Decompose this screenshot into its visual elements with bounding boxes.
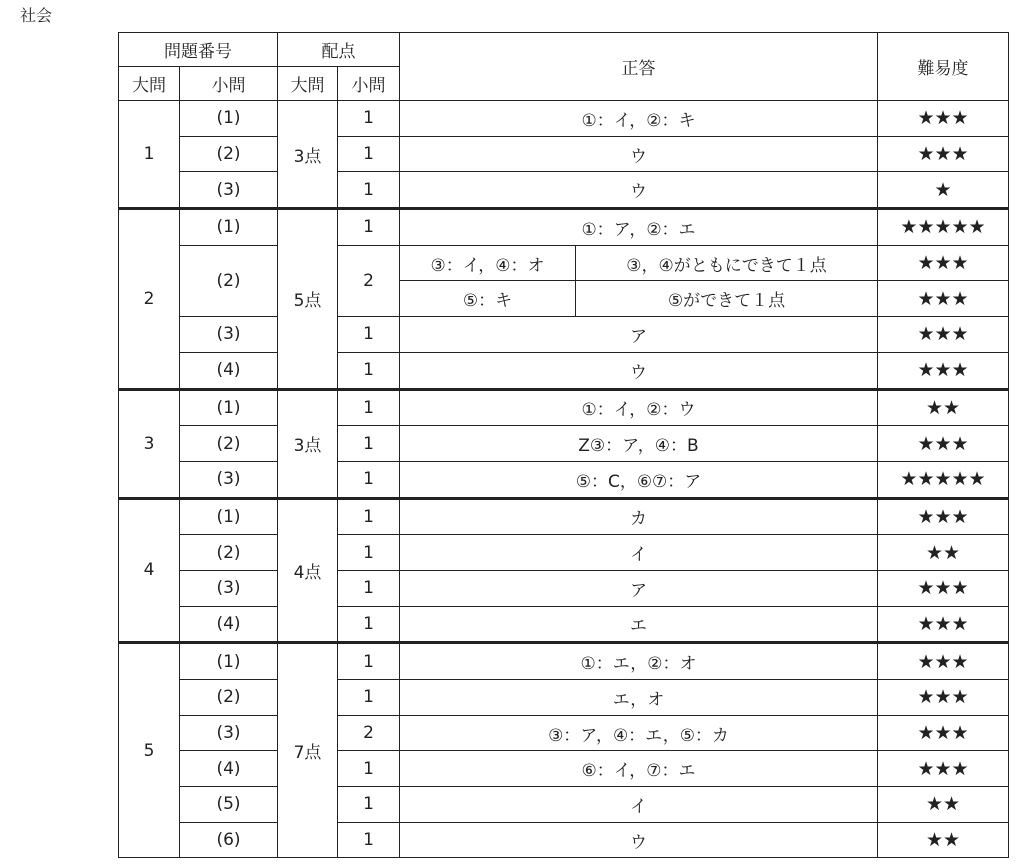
- table-row: [119, 136, 1009, 172]
- difficulty-stars: ★★★: [878, 751, 1009, 787]
- table-row: [119, 209, 1009, 246]
- small-question-points: 2: [338, 715, 400, 751]
- small-question-points: 1: [338, 136, 400, 172]
- small-question-number: (5): [180, 787, 278, 823]
- big-question-number: 2: [119, 209, 180, 389]
- answer-cell: ①：イ，②：ウ: [400, 389, 878, 426]
- answer-cell: ア: [400, 570, 878, 606]
- answer-note-cell: ⑤ができて１点: [576, 281, 878, 317]
- difficulty-stars: ★★★: [878, 680, 1009, 716]
- answer-cell: ア: [400, 317, 878, 353]
- small-question-number: (2): [180, 426, 278, 462]
- small-question-number: (3): [180, 461, 278, 498]
- big-question-number: 4: [119, 498, 180, 643]
- table-row: [119, 606, 1009, 643]
- small-question-number: (4): [180, 352, 278, 389]
- difficulty-stars: ★★: [878, 389, 1009, 426]
- answer-table: [118, 32, 1009, 858]
- small-question-number: (4): [180, 751, 278, 787]
- small-question-number: (1): [180, 101, 278, 137]
- small-question-points: 1: [338, 787, 400, 823]
- small-question-points: 1: [338, 680, 400, 716]
- big-question-points: 3点: [278, 101, 338, 209]
- big-question-points-header: 大問: [278, 67, 338, 101]
- table-row: [119, 751, 1009, 787]
- table-row: [119, 317, 1009, 353]
- difficulty-stars: ★★: [878, 787, 1009, 823]
- small-question-number: (6): [180, 822, 278, 858]
- table-row: [119, 101, 1009, 137]
- answer-cell: ⑤：キ: [400, 281, 576, 317]
- small-question-number: (3): [180, 172, 278, 209]
- answer-header: 正答: [400, 33, 878, 101]
- small-question-points: 1: [338, 209, 400, 246]
- small-question-number: (1): [180, 209, 278, 246]
- difficulty-header: 難易度: [878, 33, 1009, 101]
- small-question-points: 1: [338, 352, 400, 389]
- table-row: [119, 172, 1009, 209]
- answer-table-body: [119, 101, 1009, 858]
- header-row-1: [119, 33, 1009, 67]
- small-question-number: (2): [180, 245, 278, 316]
- small-question-points: 1: [338, 101, 400, 137]
- small-question-points: 1: [338, 317, 400, 353]
- table-row: [119, 389, 1009, 426]
- answer-cell: ①：ア，②：エ: [400, 209, 878, 246]
- table-row: [119, 426, 1009, 462]
- table-row: [119, 498, 1009, 535]
- table-row: [119, 822, 1009, 858]
- difficulty-stars: ★★★: [878, 426, 1009, 462]
- page-title: 社会: [20, 6, 53, 25]
- small-question-points: 1: [338, 606, 400, 643]
- small-question-header: 小問: [180, 67, 278, 101]
- answer-cell: ③：イ，④：オ: [400, 245, 576, 281]
- answer-cell: ①：エ，②：オ: [400, 643, 878, 680]
- question-number-header: 問題番号: [119, 33, 278, 67]
- big-question-number: 1: [119, 101, 180, 209]
- table-row: [119, 245, 1009, 281]
- big-question-number: 5: [119, 643, 180, 858]
- small-question-points: 1: [338, 389, 400, 426]
- difficulty-stars: ★★★: [878, 317, 1009, 353]
- table-row: [119, 643, 1009, 680]
- table-row: [119, 461, 1009, 498]
- small-question-points: 1: [338, 822, 400, 858]
- small-question-points: 2: [338, 245, 400, 316]
- small-question-number: (1): [180, 643, 278, 680]
- small-question-number: (2): [180, 680, 278, 716]
- answer-cell: ウ: [400, 822, 878, 858]
- small-question-points: 1: [338, 751, 400, 787]
- table-row: [119, 535, 1009, 571]
- answer-cell: カ: [400, 498, 878, 535]
- difficulty-stars: ★: [878, 172, 1009, 209]
- small-question-number: (3): [180, 715, 278, 751]
- small-question-number: (2): [180, 136, 278, 172]
- difficulty-stars: ★★★: [878, 498, 1009, 535]
- small-question-points: 1: [338, 426, 400, 462]
- difficulty-stars: ★★★: [878, 245, 1009, 281]
- difficulty-stars: ★★★: [878, 715, 1009, 751]
- table-row: [119, 352, 1009, 389]
- small-question-number: (1): [180, 498, 278, 535]
- difficulty-stars: ★★★: [878, 570, 1009, 606]
- difficulty-stars: ★★: [878, 822, 1009, 858]
- answer-note-cell: ③，④がともにできて１点: [576, 245, 878, 281]
- small-question-points: 1: [338, 643, 400, 680]
- answer-cell: ウ: [400, 136, 878, 172]
- difficulty-stars: ★★★: [878, 101, 1009, 137]
- difficulty-stars: ★★★: [878, 606, 1009, 643]
- big-question-points: 7点: [278, 643, 338, 858]
- small-question-points: 1: [338, 570, 400, 606]
- small-question-points: 1: [338, 535, 400, 571]
- answer-cell: ⑥：イ，⑦：エ: [400, 751, 878, 787]
- difficulty-stars: ★★: [878, 535, 1009, 571]
- answer-cell: ③：ア，④：エ，⑤：カ: [400, 715, 878, 751]
- difficulty-stars: ★★★: [878, 352, 1009, 389]
- answer-cell: エ，オ: [400, 680, 878, 716]
- small-question-points-header: 小問: [338, 67, 400, 101]
- table-row: [119, 570, 1009, 606]
- answer-cell: ①：イ，②：キ: [400, 101, 878, 137]
- small-question-number: (4): [180, 606, 278, 643]
- small-question-number: (3): [180, 570, 278, 606]
- big-question-header: 大問: [119, 67, 180, 101]
- points-header: 配点: [278, 33, 400, 67]
- table-row: [119, 680, 1009, 716]
- difficulty-stars: ★★★★★: [878, 461, 1009, 498]
- small-question-points: 1: [338, 461, 400, 498]
- table-row: [119, 715, 1009, 751]
- answer-cell: ウ: [400, 352, 878, 389]
- difficulty-stars: ★★★: [878, 136, 1009, 172]
- big-question-number: 3: [119, 389, 180, 498]
- small-question-number: (1): [180, 389, 278, 426]
- answer-cell: エ: [400, 606, 878, 643]
- answer-cell: イ: [400, 787, 878, 823]
- big-question-points: 3点: [278, 389, 338, 498]
- difficulty-stars: ★★★: [878, 281, 1009, 317]
- small-question-points: 1: [338, 172, 400, 209]
- small-question-number: (3): [180, 317, 278, 353]
- small-question-number: (2): [180, 535, 278, 571]
- answer-cell: ⑤：C，⑥⑦：ア: [400, 461, 878, 498]
- difficulty-stars: ★★★★★: [878, 209, 1009, 246]
- big-question-points: 5点: [278, 209, 338, 389]
- small-question-points: 1: [338, 498, 400, 535]
- answer-cell: イ: [400, 535, 878, 571]
- answer-cell: Z③：ア，④：B: [400, 426, 878, 462]
- difficulty-stars: ★★★: [878, 643, 1009, 680]
- answer-cell: ウ: [400, 172, 878, 209]
- big-question-points: 4点: [278, 498, 338, 643]
- table-row: [119, 787, 1009, 823]
